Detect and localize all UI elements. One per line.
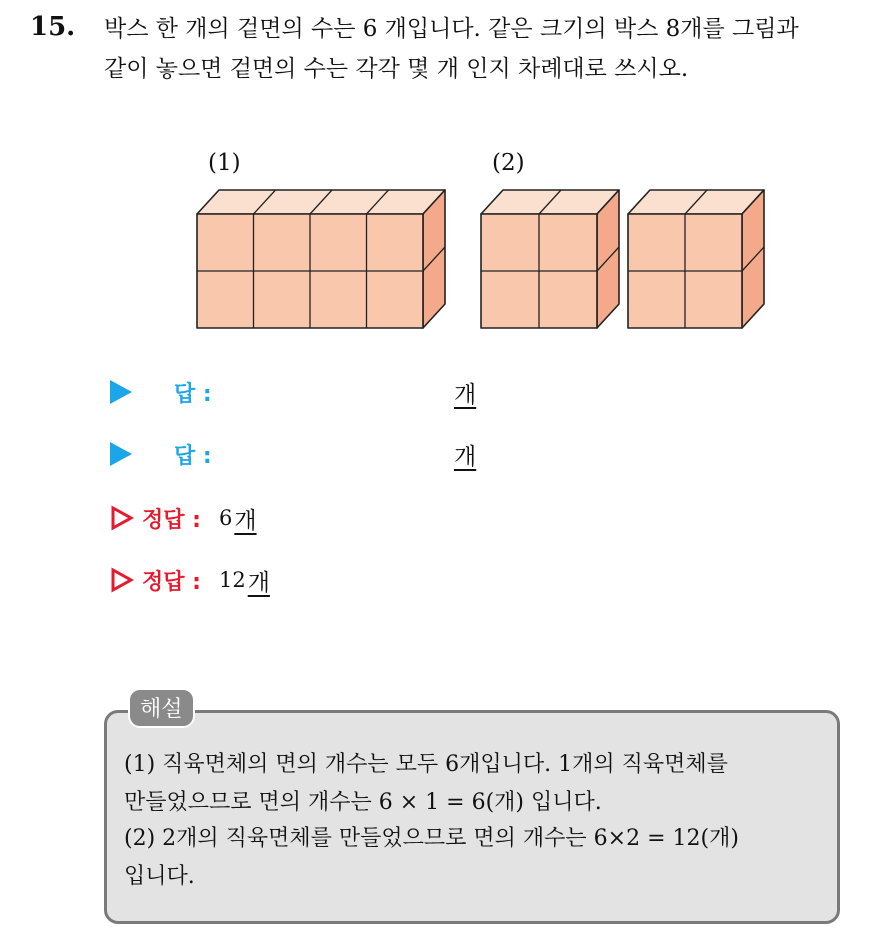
correct-answer-row-2 xyxy=(110,562,274,598)
correct-answer-unit: 개 xyxy=(247,569,270,596)
correct-answer-row-1 xyxy=(110,500,261,536)
figure-label-2: (2) xyxy=(492,150,525,176)
cube-group-2-left xyxy=(481,190,619,328)
explanation-line-1: (1) 직육면체의 면의 개수는 모두 6개입니다. 1개의 직육면체를 xyxy=(124,752,728,777)
explanation-tag: 해설 xyxy=(128,688,195,728)
question-number: 15. xyxy=(30,12,76,42)
answer-unit[interactable]: 개 xyxy=(454,381,477,408)
explanation-line-4: 입니다. xyxy=(124,864,195,889)
explanation-line-2: 만들었으므로 면의 개수는 6 × 1 = 6(개) 입니다. xyxy=(124,790,602,815)
cube-group-1 xyxy=(197,190,445,328)
outline-triangle-icon xyxy=(110,567,134,593)
outline-triangle-icon xyxy=(110,505,134,531)
cube-group-2-right xyxy=(628,190,764,328)
correct-answer-value: 12 xyxy=(218,568,246,592)
answer-row-2 xyxy=(110,436,477,472)
correct-answer-value: 6 xyxy=(218,506,233,530)
play-triangle-icon xyxy=(110,442,132,466)
question-text-line-2: 같이 놓으면 겉면의 수는 각각 몇 개 인지 차례대로 쓰시오. xyxy=(104,56,689,82)
answer-row-1 xyxy=(110,374,477,410)
play-triangle-icon xyxy=(110,380,132,404)
figure-label-1: (1) xyxy=(208,150,241,176)
cube-figure xyxy=(0,0,884,340)
correct-answer-label: 정답 : xyxy=(142,507,201,533)
question-text-line-1: 박스 한 개의 겉면의 수는 6 개입니다. 같은 크기의 박스 8개를 그림과 xyxy=(104,16,799,42)
answer-unit[interactable]: 개 xyxy=(454,443,477,470)
correct-answer-unit: 개 xyxy=(234,507,257,534)
correct-answer-label: 정답 : xyxy=(142,569,201,595)
answer-label: 답 : xyxy=(174,381,212,407)
answer-label: 답 : xyxy=(174,443,212,469)
explanation-line-3: (2) 2개의 직육면체를 만들었으므로 면의 개수는 6×2 = 12(개) xyxy=(124,826,739,851)
